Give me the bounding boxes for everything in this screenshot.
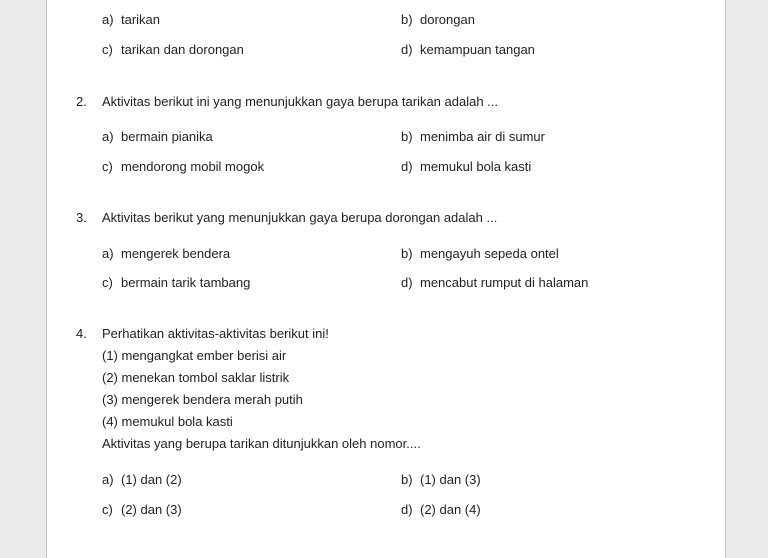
option-text: menimba air di sumur bbox=[420, 129, 545, 144]
q3-question: Aktivitas berikut yang menunjukkan gaya berupa dorongan adalah ... bbox=[102, 210, 498, 225]
option-text: bermain tarik tambang bbox=[121, 275, 251, 290]
q1-option-b bbox=[401, 12, 475, 28]
q4-option-a bbox=[102, 472, 182, 488]
q2-number: 2. bbox=[76, 94, 87, 109]
option-letter: d) bbox=[401, 42, 413, 57]
q3-option-b bbox=[401, 246, 559, 262]
q4-item: (1) mengangkat ember berisi air bbox=[102, 348, 287, 363]
q4-item: (2) menekan tombol saklar listrik bbox=[102, 370, 290, 385]
q4-question: Perhatikan aktivitas-aktivitas berikut ini! bbox=[102, 326, 329, 341]
option-letter: a) bbox=[102, 246, 114, 261]
option-letter: c) bbox=[102, 275, 113, 290]
option-text: mengayuh sepeda ontel bbox=[420, 246, 559, 261]
q2-question: Aktivitas berikut ini yang menunjukkan gaya berupa tarikan adalah ... bbox=[102, 94, 499, 109]
option-text: bermain pianika bbox=[121, 129, 213, 144]
option-text: (2) dan (4) bbox=[420, 502, 481, 517]
q3-number: 3. bbox=[76, 210, 87, 225]
option-text: kemampuan tangan bbox=[420, 42, 535, 57]
option-text: tarikan bbox=[121, 12, 161, 27]
option-letter: a) bbox=[102, 12, 114, 27]
option-letter: b) bbox=[401, 129, 413, 144]
option-letter: c) bbox=[102, 502, 113, 517]
q2-option-a bbox=[102, 129, 213, 145]
q4-option-d bbox=[401, 502, 481, 518]
option-letter: b) bbox=[401, 246, 413, 261]
option-letter: d) bbox=[401, 275, 413, 290]
q4-option-b bbox=[401, 472, 481, 488]
q2-option-b bbox=[401, 129, 545, 145]
option-letter: b) bbox=[401, 12, 413, 27]
q3-option-d bbox=[401, 275, 588, 291]
q4-number: 4. bbox=[76, 326, 87, 341]
q4-item: (4) memukul bola kasti bbox=[102, 414, 233, 429]
option-text: memukul bola kasti bbox=[420, 159, 532, 174]
q4-option-c bbox=[102, 502, 182, 518]
option-letter: c) bbox=[102, 42, 113, 57]
option-letter: d) bbox=[401, 502, 413, 517]
option-text: (1) dan (2) bbox=[121, 472, 182, 487]
q3-option-c bbox=[102, 275, 250, 291]
q1-option-d bbox=[401, 42, 535, 58]
q1-option-a bbox=[102, 12, 160, 28]
option-letter: d) bbox=[401, 159, 413, 174]
option-text: tarikan dan dorongan bbox=[121, 42, 244, 57]
option-text: dorongan bbox=[420, 12, 475, 27]
option-text: mengerek bendera bbox=[121, 246, 231, 261]
q3-option-a bbox=[102, 246, 230, 262]
q4-item: (3) mengerek bendera merah putih bbox=[102, 392, 303, 407]
option-text: mendorong mobil mogok bbox=[121, 159, 265, 174]
option-text: mencabut rumput di halaman bbox=[420, 275, 589, 290]
option-letter: a) bbox=[102, 472, 114, 487]
q2-option-d bbox=[401, 159, 531, 175]
option-letter: a) bbox=[102, 129, 114, 144]
option-letter: b) bbox=[401, 472, 413, 487]
q1-option-c bbox=[102, 42, 244, 58]
q4-prompt: Aktivitas yang berupa tarikan ditunjukkan oleh nomor.... bbox=[102, 436, 421, 451]
option-text: (2) dan (3) bbox=[121, 502, 182, 517]
option-letter: c) bbox=[102, 159, 113, 174]
q2-option-c bbox=[102, 159, 264, 175]
option-text: (1) dan (3) bbox=[420, 472, 481, 487]
